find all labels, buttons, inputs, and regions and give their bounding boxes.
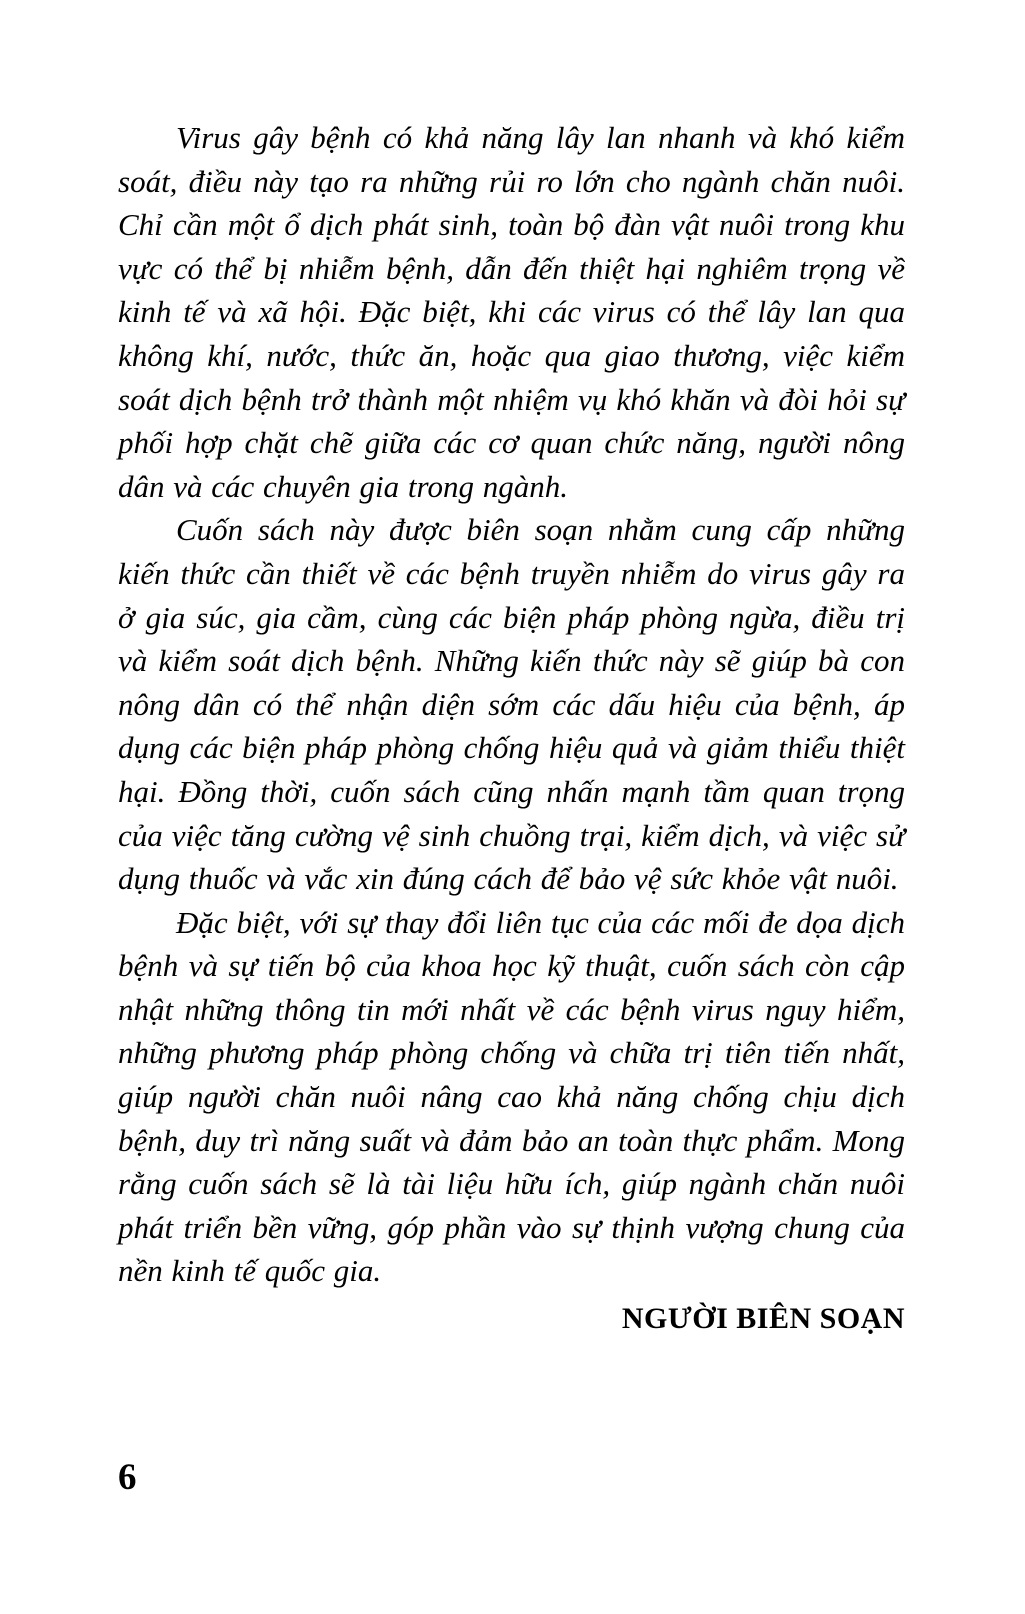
editor-signature: NGƯỜI BIÊN SOẠN (621, 1302, 905, 1336)
page-body (118, 116, 905, 1339)
paragraph-3: Đặc biệt, với sự thay đổi liên tục của các mối đe dọa dịch bệnh và sự tiến bộ của khoa học kỹ thuật, cuốn sách còn cập nhật những thông tin mới nhất về các bệnh virus nguy hiểm, những phương pháp phòng chống và chữa trị tiên tiến nhất, giúp người chăn nuôi nâng cao khả năng chống chịu dịch bệnh, duy trì năng suất và đảm bảo an toàn thực phẩm. Mong rằng cuốn sách sẽ là tài liệu hữu ích, giúp ngành chăn nuôi phát triển bền vững, góp phần vào sự thịnh vượng chung của nền kinh tế quốc gia. (118, 904, 905, 1289)
paragraph-2: Cuốn sách này được biên soạn nhằm cung cấp những kiến thức cần thiết về các bệnh truyền nhiễm do virus gây ra ở gia súc, gia cầm, cùng các biện pháp phòng ngừa, điều trị và kiểm soát dịch bệnh. Những kiến thức này sẽ giúp bà con nông dân có thể nhận diện sớm các dấu hiệu của bệnh, áp dụng các biện pháp phòng chống hiệu quả và giảm thiểu thiệt hại. Đồng thời, cuốn sách cũng nhấn mạnh tầm quan trọng của việc tăng cường vệ sinh chuồng trại, kiểm dịch, và việc sử dụng thuốc và vắc xin đúng cách để bảo vệ sức khỏe vật nuôi. (118, 512, 905, 897)
page-number: 6 (118, 1457, 137, 1498)
paragraph-1: Virus gây bệnh có khả năng lây lan nhanh và khó kiểm soát, điều này tạo ra những rủi ro lớn cho ngành chăn nuôi. Chỉ cần một ổ dịch phát sinh, toàn bộ đàn vật nuôi trong khu vực có thể bị nhiễm bệnh, dẫn đến thiệt hại nghiêm trọng về kinh tế và xã hội. Đặc biệt, khi các virus có thể lây lan qua không khí, nước, thức ăn, hoặc qua giao thương, việc kiểm soát dịch bệnh trở thành một nhiệm vụ khó khăn và đòi hỏi sự phối hợp chặt chẽ giữa các cơ quan chức năng, người nông dân và các chuyên gia trong ngành. (118, 120, 905, 504)
